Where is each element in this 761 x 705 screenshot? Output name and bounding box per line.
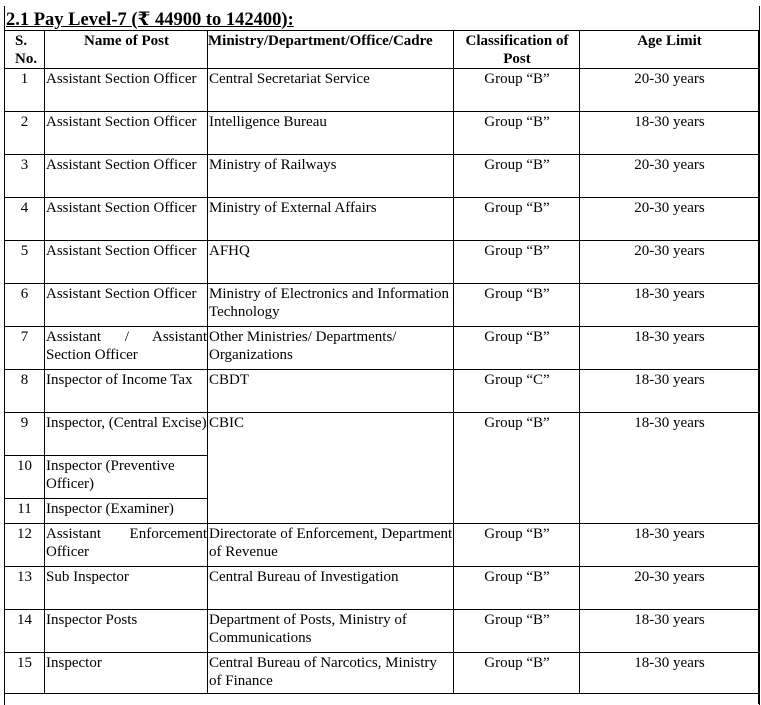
cell-classification: Group “B”	[454, 653, 580, 694]
cell-age: 18-30 years	[580, 370, 759, 413]
cell-age: 18-30 years	[580, 112, 759, 155]
cell-sno: 9	[5, 413, 45, 456]
cell-ministry: AFHQ	[208, 241, 454, 284]
cell-ministry: Directorate of Enforcement, Department of Revenue	[208, 524, 454, 567]
cell-age: 20-30 years	[580, 69, 759, 112]
cell-age: 18-30 years	[580, 413, 759, 524]
cell-ministry: Central Bureau of Investigation	[208, 567, 454, 610]
cell-ministry: Ministry of Electronics and Information Technology	[208, 284, 454, 327]
cell-classification: Group “C”	[454, 370, 580, 413]
cell-ministry: Central Bureau of Narcotics, Ministry of Finance	[208, 653, 454, 694]
cell-sno: 7	[5, 327, 45, 370]
cell-classification: Group “B”	[454, 241, 580, 284]
cell-classification: Group “B”	[454, 112, 580, 155]
cell-post: Inspector Posts	[45, 610, 208, 653]
cell-classification: Group “B”	[454, 69, 580, 112]
cell-post: Assistant Section Officer	[45, 112, 208, 155]
cell-age: 20-30 years	[580, 567, 759, 610]
table-row-continued	[5, 694, 759, 704]
cell-post: Inspector of Income Tax	[45, 370, 208, 413]
cell-post: Assistant Section Officer	[45, 69, 208, 112]
header-age: Age Limit	[580, 31, 759, 69]
cell-sno: 4	[5, 198, 45, 241]
cell-sno: 6	[5, 284, 45, 327]
cell-sno: 10	[5, 456, 45, 499]
cell-age: 18-30 years	[580, 524, 759, 567]
header-post: Name of Post	[45, 31, 208, 69]
cell-sno: 8	[5, 370, 45, 413]
cell-post: Inspector, (Central Excise)	[45, 413, 208, 456]
cell-classification: Group “B”	[454, 327, 580, 370]
cell-sno: 14	[5, 610, 45, 653]
header-classification: Classification of Post	[454, 31, 580, 69]
cell-post: Assistant Section Officer	[45, 155, 208, 198]
cell-age: 18-30 years	[580, 653, 759, 694]
table-row	[5, 413, 759, 456]
cell-ministry: Other Ministries/ Departments/ Organizations	[208, 327, 454, 370]
cell-sno: 11	[5, 499, 45, 524]
table-row	[5, 155, 759, 198]
cell-post: Assistant / Assistant Section Officer	[45, 327, 208, 370]
table-row	[5, 524, 759, 567]
cell-age: 18-30 years	[580, 284, 759, 327]
cell-classification: Group “B”	[454, 198, 580, 241]
document-page	[4, 6, 760, 705]
cell-post: Inspector (Preventive Officer)	[45, 456, 208, 499]
table-row	[5, 610, 759, 653]
cell-age: 18-30 years	[580, 327, 759, 370]
cell-sno: 5	[5, 241, 45, 284]
cell-age: 20-30 years	[580, 198, 759, 241]
header-ministry: Ministry/Department/Office/Cadre	[208, 31, 454, 69]
cell-post: Assistant Section Officer	[45, 198, 208, 241]
table-row	[5, 241, 759, 284]
cell-sno: 3	[5, 155, 45, 198]
cell-classification: Group “B”	[454, 413, 580, 524]
cell-classification: Group “B”	[454, 524, 580, 567]
cell-ministry: CBDT	[208, 370, 454, 413]
cell-post: Assistant Enforcement Officer	[45, 524, 208, 567]
table-row	[5, 198, 759, 241]
cell-sno: 2	[5, 112, 45, 155]
cell-classification: Group “B”	[454, 610, 580, 653]
table-row	[5, 112, 759, 155]
cell-sno: 12	[5, 524, 45, 567]
cell-ministry: Intelligence Bureau	[208, 112, 454, 155]
cell-age: 20-30 years	[580, 155, 759, 198]
posts-table	[4, 30, 759, 704]
table-row	[5, 567, 759, 610]
cell-post: Inspector	[45, 653, 208, 694]
cell-ministry: Department of Posts, Ministry of Communications	[208, 610, 454, 653]
cell-post: Sub Inspector	[45, 567, 208, 610]
cell-post: Inspector (Examiner)	[45, 499, 208, 524]
table-row	[5, 327, 759, 370]
cell-age: 18-30 years	[580, 610, 759, 653]
cell-sno: 13	[5, 567, 45, 610]
cell-ministry: Central Secretariat Service	[208, 69, 454, 112]
cell-classification: Group “B”	[454, 155, 580, 198]
cell-post: Assistant Section Officer	[45, 284, 208, 327]
cell-continued	[5, 694, 759, 704]
cell-classification: Group “B”	[454, 284, 580, 327]
cell-post: Assistant Section Officer	[45, 241, 208, 284]
table-row	[5, 284, 759, 327]
cell-sno: 1	[5, 69, 45, 112]
cell-ministry: CBIC	[208, 413, 454, 524]
cell-classification: Group “B”	[454, 567, 580, 610]
table-row	[5, 370, 759, 413]
cell-age: 20-30 years	[580, 241, 759, 284]
cell-ministry: Ministry of Railways	[208, 155, 454, 198]
table-row	[5, 653, 759, 694]
header-sno: S. No.	[5, 31, 45, 69]
section-heading: 2.1 Pay Level-7 (₹ 44900 to 142400):	[6, 10, 294, 30]
table-row	[5, 69, 759, 112]
table-header-row	[5, 31, 759, 69]
cell-sno: 15	[5, 653, 45, 694]
cell-ministry: Ministry of External Affairs	[208, 198, 454, 241]
